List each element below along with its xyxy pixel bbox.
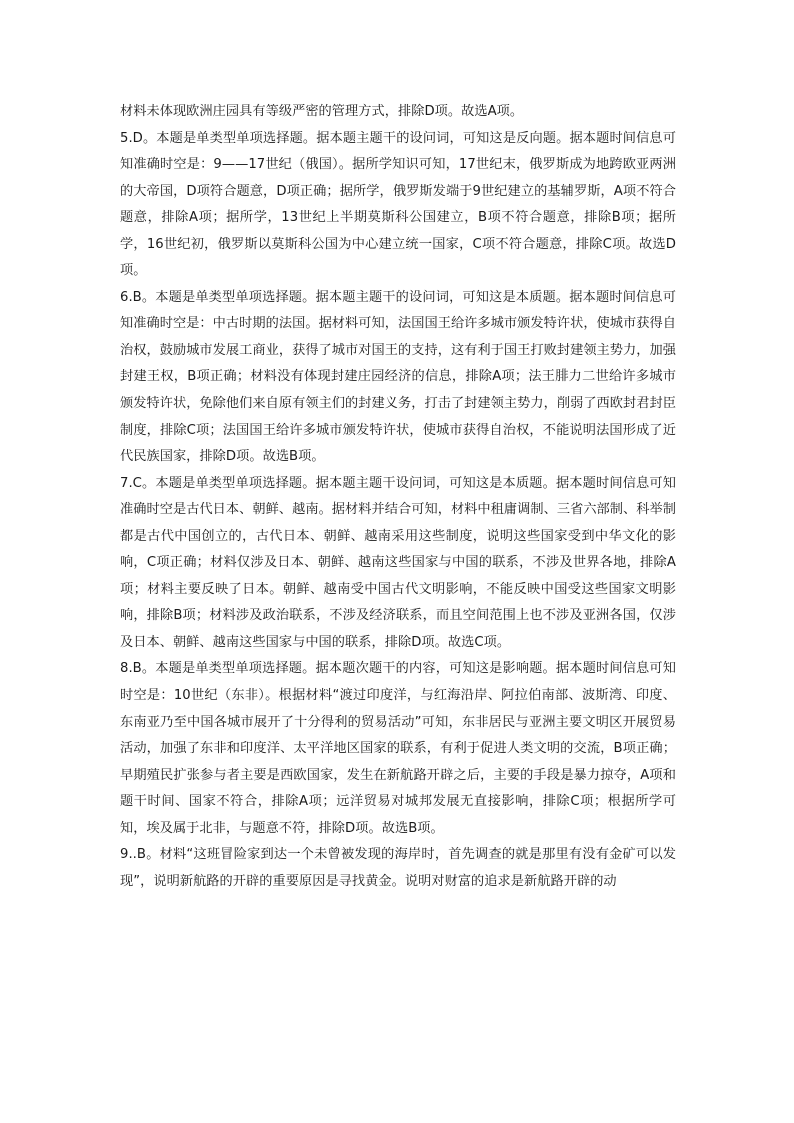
paragraph-q6-answer: 6.B。本题是单类型单项选择题。据本题主题干的设问词，可知这是本质题。据本题时间信息可知准确时空是：中古时期的法国。据材料可知，法国国王给许多城市颁发特许状，使城市获得自治权，鼓励城市发展工商业，获得了城市对国王的支持，这有利于国王打败封建领主势力，加强封建王权，B项正确；材料没有体现封建庄园经济的信息，排除A项；法王腓力二世给许多城市颁发特许状，免除他们来自原有领主们的封建义务，打击了封建领主势力，削弱了西欧封君封臣制度，排除C项；法国国王给许多城市颁发特许状，使城市获得自治权，不能说明法国形成了近代民族国家，排除D项。故选B项。 [120,289,676,465]
paragraph-q9-answer: 9..B。材料“这班冒险家到达一个未曾被发现的海岸时，首先调查的就是那里有没有金矿可以发现”，说明新航路的开辟的重要原因是寻找黄金。说明对财富的追求是新航路开辟的动 [120,847,676,889]
answer-explanations [120,99,676,895]
paragraph-q5-answer: 5.D。本题是单类型单项选择题。据本题主题干的设问词，可知这是反向题。据本题时间信息可知准确时空是：9——17世纪（俄国）。据所学知识可知，17世纪末，俄罗斯成为地跨欧亚两洲的大帝国，D项符合题意，D项正确；据所学，俄罗斯发端于9世纪建立的基辅罗斯，A项不符合题意，排除A项；据所学，13世纪上半期莫斯科公国建立，B项不符合题意，排除B项；据所学，16世纪初，俄罗斯以莫斯科公国为中心建立统一国家，C项不符合题意，排除C项。故选D项。 [120,130,676,279]
paragraph-q4-continued: 材料未体现欧洲庄园具有等级严密的管理方式，排除D项。故选A项。 [120,104,524,119]
paragraph-q8-answer: 8.B。本题是单类型单项选择题。据本题次题干的内容，可知这是影响题。据本题时间信息可知时空是：10世纪（东非）。根据材料“渡过印度洋，与红海沿岸、阿拉伯南部、波斯湾、印度、东南亚乃至中国各城市展开了十分得利的贸易活动”可知，东非居民与亚洲主要文明区开展贸易活动，加强了东非和印度洋、太平洋地区国家的联系，有利于促进人类文明的交流，B项正确；早期殖民扩张参与者主要是西欧国家，发生在新航路开辟之后，主要的手段是暴力掠夺，A项和题干时间、国家不符合，排除A项；远洋贸易对城邦发展无直接影响，排除C项；根据所学可知，埃及属于北非，与题意不符，排除D项。故选B项。 [120,661,676,836]
paragraph-q7-answer: 7.C。本题是单类型单项选择题。据本题主题干设问词，可知这是本质题。据本题时间信息可知准确时空是古代日本、朝鲜、越南。据材料并结合可知，材料中租庸调制、三省六部制、科举制都是古代中国创立的，古代日本、朝鲜、越南采用这些制度，说明这些国家受到中华文化的影响，C项正确；材料仅涉及日本、朝鲜、越南这些国家与中国的联系，不涉及世界各地，排除A项；材料主要反映了日本。朝鲜、越南受中国古代文明影响，不能反映中国受这些国家文明影响，排除B项；材料涉及政治联系，不涉及经济联系，而且空间范围上也不涉及亚洲各国，仅涉及日本、朝鲜、越南这些国家与中国的联系，排除D项。故选C项。 [120,475,676,650]
